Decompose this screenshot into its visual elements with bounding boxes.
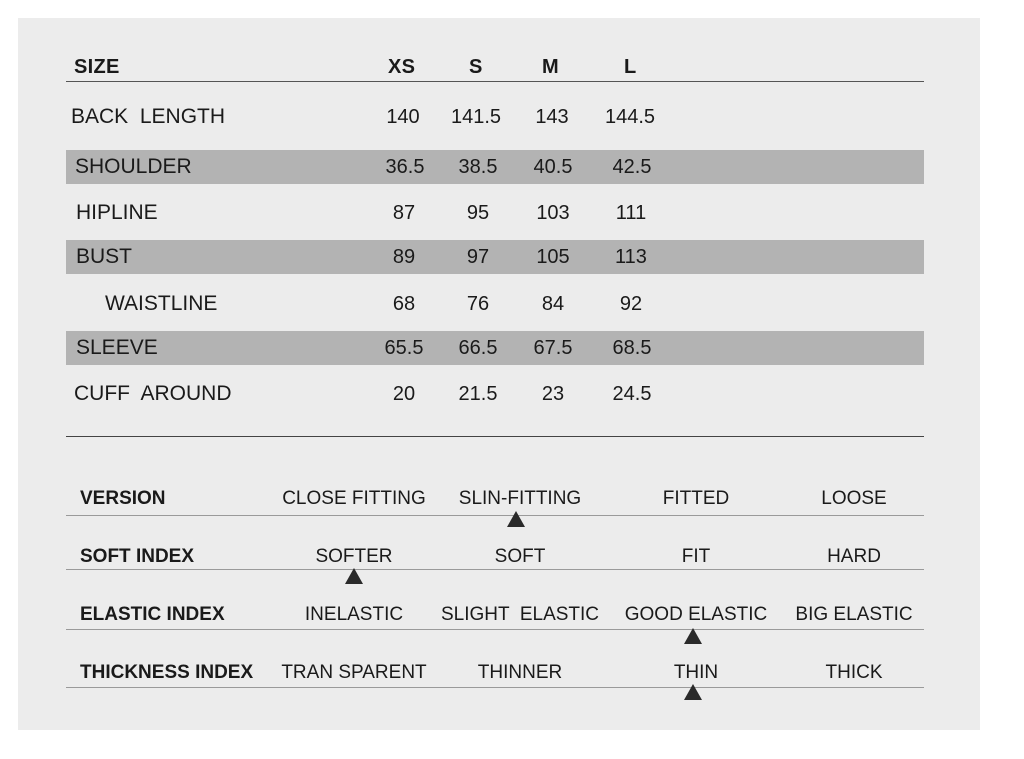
row-value-l: 144.5 [604, 106, 656, 128]
index-option: THIN [673, 662, 719, 683]
index-option: FITTED [662, 488, 730, 509]
row-value-m: 23 [541, 383, 565, 405]
thickness-indicator-icon [684, 684, 702, 700]
index-label: THICKNESS INDEX [80, 662, 254, 683]
index-label: VERSION [80, 488, 166, 509]
index-option: HARD [827, 546, 881, 567]
row-value-s: 97 [466, 246, 490, 268]
table-row-back-length [66, 100, 924, 134]
index-option: TRAN SPARENT [281, 662, 427, 683]
row-value-s: 66.5 [458, 337, 498, 359]
row-value-xs: 20 [392, 383, 416, 405]
index-row-soft [66, 542, 924, 572]
index-row-elastic [66, 600, 924, 630]
row-value-xs: 140 [386, 106, 420, 128]
row-value-l: 68.5 [612, 337, 652, 359]
size-header-label: SIZE [74, 56, 120, 78]
row-label: BACK LENGTH [71, 105, 226, 128]
index-option: SOFT [494, 546, 546, 567]
row-value-s: 95 [466, 202, 490, 224]
index-option: SOFTER [315, 546, 393, 567]
row-label: CUFF AROUND [74, 382, 232, 405]
row-value-xs: 87 [392, 202, 416, 224]
row-value-l: 113 [615, 246, 647, 268]
index-row-version [66, 484, 924, 514]
row-value-m: 67.5 [533, 337, 573, 359]
version-indicator-icon [507, 511, 525, 527]
soft-indicator-icon [345, 568, 363, 584]
size-header-xs: XS [388, 56, 416, 78]
row-value-s: 141.5 [450, 106, 502, 128]
index-label: SOFT INDEX [80, 546, 195, 567]
row-value-xs: 68 [392, 293, 416, 315]
index-option: SLIGHT ELASTIC [440, 604, 600, 625]
size-header-l: L [624, 56, 637, 78]
table-row-shoulder [66, 150, 924, 184]
size-header-m: M [542, 56, 559, 78]
index-divider [66, 515, 924, 516]
row-value-m: 40.5 [533, 156, 573, 178]
table-row-sleeve [66, 331, 924, 365]
index-label: ELASTIC INDEX [80, 604, 225, 625]
index-option: FIT [681, 546, 711, 567]
index-option: BIG ELASTIC [795, 604, 913, 625]
row-value-xs: 65.5 [384, 337, 424, 359]
index-row-thickness [66, 658, 924, 688]
table-row-waistline [66, 287, 924, 321]
row-value-s: 76 [466, 293, 490, 315]
size-header-s: S [469, 56, 483, 78]
row-value-l: 42.5 [612, 156, 652, 178]
index-option: GOOD ELASTIC [624, 604, 768, 625]
row-value-l: 92 [619, 293, 643, 315]
row-value-l: 24.5 [612, 383, 652, 405]
index-divider [66, 569, 924, 570]
row-label: WAISTLINE [105, 292, 218, 315]
index-option: SLIN-FITTING [458, 488, 582, 509]
header-divider [66, 81, 924, 82]
table-row-hipline [66, 196, 924, 230]
row-value-m: 143 [535, 106, 569, 128]
table-bottom-divider [66, 436, 924, 437]
table-row-cuff-around [66, 377, 924, 411]
row-value-l: 111 [615, 202, 647, 224]
row-value-xs: 36.5 [385, 156, 425, 178]
index-option: LOOSE [821, 488, 887, 509]
row-value-s: 21.5 [458, 383, 498, 405]
index-option: CLOSE FITTING [282, 488, 426, 509]
row-value-m: 84 [541, 293, 565, 315]
index-option: THINNER [477, 662, 563, 683]
table-row-bust [66, 240, 924, 274]
index-option: THICK [825, 662, 883, 683]
row-label: SLEEVE [76, 336, 158, 359]
row-label: BUST [76, 245, 133, 268]
row-value-s: 38.5 [458, 156, 498, 178]
index-divider [66, 687, 924, 688]
row-label: HIPLINE [76, 201, 158, 224]
row-value-m: 103 [536, 202, 570, 224]
index-divider [66, 629, 924, 630]
elastic-indicator-icon [684, 628, 702, 644]
row-value-xs: 89 [392, 246, 416, 268]
row-value-m: 105 [536, 246, 570, 268]
index-option: INELASTIC [304, 604, 404, 625]
row-label: SHOULDER [75, 155, 192, 178]
